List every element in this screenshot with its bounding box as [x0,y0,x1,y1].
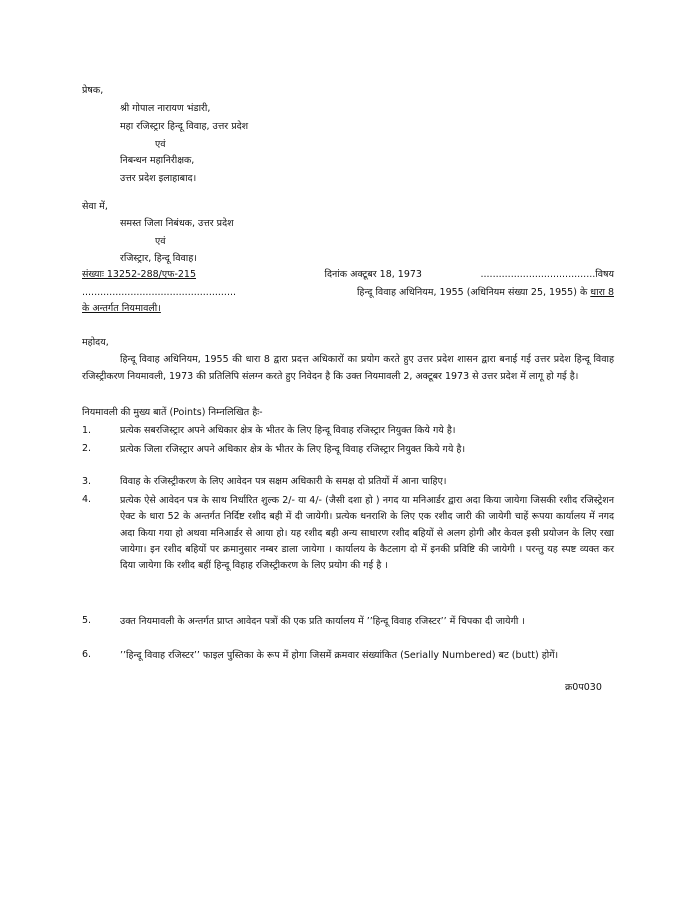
subject-section: धारा 8 [590,286,614,298]
reference-date: दिनांक अक्टूबर 18, 1973 [324,269,422,280]
salutation: महोदय, [82,337,109,348]
footer-code: क्र0प030 [565,682,602,693]
point-number: 3. [82,476,92,487]
recipient-and: एवं [155,236,166,247]
sender-name: श्री गोपाल नारायण भंडारी, [120,103,211,114]
point-number: 2. [82,443,92,454]
subject-prefix: ......................................विषय [480,269,614,280]
sender-designation-2: निबन्धन महानिरीक्षक, [120,155,195,166]
subject-dots: ................................................... [82,286,237,298]
sender-and: एवं [155,139,166,150]
recipient-line-1: समस्त जिला निबंधक, उत्तर प्रदेश [120,218,234,229]
recipient-label: सेवा में, [82,201,108,212]
subject-text: हिन्दू विवाह अधिनियम, 1955 (अधिनियम संख्या 25, 1955) के [356,286,588,298]
reference-row-1 [82,268,614,282]
point-text: उक्त नियमावली के अन्तर्गत प्राप्त आवेदन पत्रों की एक प्रति कार्यालय में ’’हिन्दू विवाह रजिस्टर’’ में चिपका दी जायेगी । [120,616,525,627]
point-number: 6. [82,649,92,660]
reference-number: संख्याः 13252-288/एफ-215 [82,269,197,280]
point-text: ’’हिन्दू विवाह रजिस्टर’’ फाइल पुस्तिका के रूप में होगा जिसमें क्रमवार संख्यांकित (Serially Numbered) बट (butt) होगें। [120,650,559,661]
sender-label: प्रेषक, [82,85,104,96]
body-paragraph: हिन्दू विवाह अधिनियम, 1955 की धारा 8 द्वारा प्रदत्त अधिकारों का प्रयोग करते हुए उत्तर प्रदेश शासन द्वारा बनाई गई उत्तर प्रदेश हिन्दू विवाह रजिस्ट्रीकरण नियमावली, 1973 की प्रतिलिपि संलग्न करते हुए निवेदन है कि उक्त नियमावली 2, अक्टूबर 1973 से उत्तर प्रदेश में लागू हो गई है। [82,354,614,382]
sender-designation: महा रजिस्ट्रार हिन्दू विवाह, उत्तर प्रदेश [120,121,249,132]
point-number: 4. [82,494,92,505]
point-text: विवाह के रजिस्ट्रीकरण के लिए आवेदन पत्र सक्षम अधिकारी के समक्ष दो प्रतियों में आना चाहिए। [120,476,447,487]
point-number: 5. [82,615,92,626]
recipient-line-2: रजिस्ट्रार, हिन्दू विवाह। [120,253,197,264]
point-text: प्रत्येक सबरजिस्ट्रार अपने अधिकार क्षेत्र के भीतर के लिए हिन्दू विवाह रजिस्ट्रार नियुक्त किये गये है। [120,425,456,436]
points-heading: नियमावली की मुख्य बातें (Points) निम्नलिखित हैः- [82,407,263,418]
point-text: प्रत्येक जिला रजिस्ट्रार अपने अधिकार क्षेत्र के भीतर के लिए हिन्दू विवाह रजिस्ट्रार नियुक्त किये गये है। [120,444,466,455]
sender-location: उत्तर प्रदेश इलाहाबाद। [120,173,197,184]
subject-rules: के अन्तर्गत नियमावली। [82,302,161,314]
point-text: प्रत्येक ऐसे आवेदन पत्र के साथ निर्धारित शुल्क 2/- या 4/- (जैसी दशा हो ) नगद या मनिआर्डर द्वारा अदा किया जायेगा जिसकी रशीद रजिस्ट्रेशन ऐक्ट के धारा 52 के अन्तर्गत निर्दिष्ट रशीद बही में दी जायेगी। प्रत्येक धनराशि के लिए एक रशीद जारी की जायेगी चाहें रूपया कार्यालय में नगद अदा किया गया हो अथवा मनिआर्डर से आया हो। यह रशीद बही अन्य साधारण रशीद बहियों से अलग होगी और केवल इसी प्रयोजन के लिए रखा जायेगा। इन रशीद बहियों पर क्रमानुसार नम्बर डाला जायेगा । कार्यालय के कैटलाग दो में इनकी प्रविष्टि की जायेगी । परन्तु यह स्पष्ट व्यक्त कर दिया जायेगा कि रशीद बहीं हिन्दू विहाह रजिस्ट्रीकरण के लिए प्रयोग की गई है । [120,495,614,572]
reference-row-2 [82,286,614,300]
reference-row-3 [82,302,614,316]
point-number: 1. [82,425,92,436]
reference-block [82,268,614,315]
